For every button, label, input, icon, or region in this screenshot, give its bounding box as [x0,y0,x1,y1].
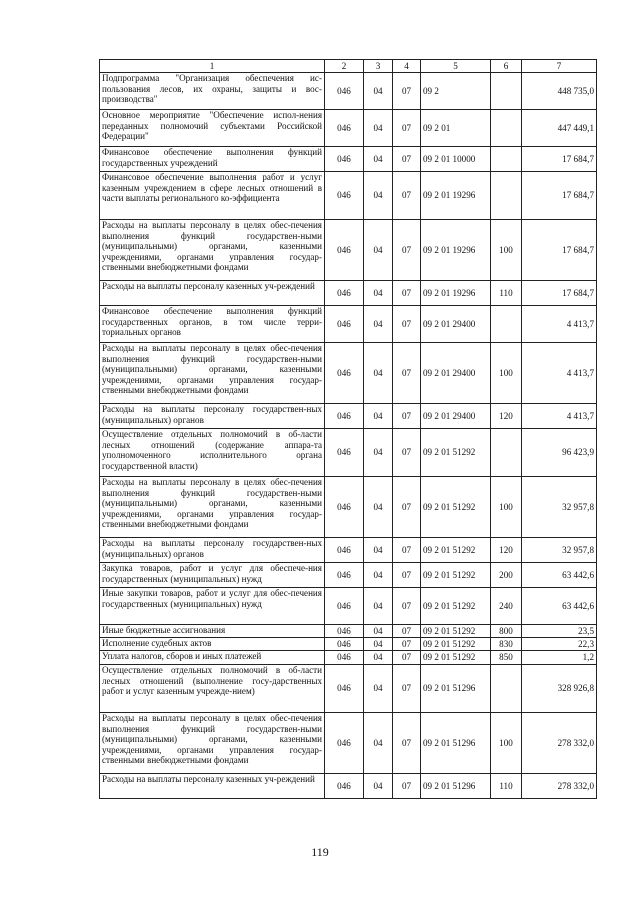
row-description: Уплата налогов, сборов и иных платежей [100,651,325,665]
amount-value: 328 926,8 [522,665,597,713]
row-description: Основное мероприятие "Обеспечение испол-нения переданных полномочий субъектами Российской Федерации" [100,110,325,147]
row-description: Иные бюджетные ассигнования [100,625,325,638]
section-code: 04 [364,538,393,563]
amount-value: 1,2 [522,651,597,665]
table-row [100,477,597,538]
row-description: Расходы на выплаты персоналу в целях обес-печения выполнения функций государствен-ными (муниципальными) органами, казенными учреждениями, органами управления государ-ственными внебюджетными фондами [100,220,325,281]
row-description: Финансовое обеспечение выполнения функций государственных органов, в том числе терри-ториальных органов [100,306,325,343]
subsection-code: 07 [393,172,421,220]
expense-kind-code: 100 [491,220,522,281]
amount-value: 448 735,0 [522,73,597,110]
ministry-code: 046 [325,774,364,799]
subsection-code: 07 [393,404,421,429]
section-code: 04 [364,665,393,713]
row-description: Осуществление отдельных полномочий в об-ласти лесных отношений (содержание аппара-та уполномоченного исполнительного органа государственной власти) [100,429,325,477]
section-code: 04 [364,588,393,625]
subsection-code: 07 [393,281,421,306]
row-description: Расходы на выплаты персоналу казенных уч-реждений [100,281,325,306]
page-number: 119 [311,845,329,859]
amount-value: 96 423,9 [522,429,597,477]
expense-kind-code [491,172,522,220]
subsection-code: 07 [393,774,421,799]
expense-kind-code [491,147,522,172]
expense-kind-code: 120 [491,538,522,563]
table-row [100,713,597,774]
section-code: 04 [364,774,393,799]
target-item-code: 09 2 01 10000 [421,147,491,172]
column-header-4: 4 [393,60,421,73]
table-row [100,563,597,588]
target-item-code: 09 2 01 51292 [421,638,491,651]
expense-kind-code: 120 [491,404,522,429]
target-item-code: 09 2 01 51292 [421,429,491,477]
subsection-code: 07 [393,306,421,343]
ministry-code: 046 [325,429,364,477]
section-code: 04 [364,281,393,306]
table-row [100,429,597,477]
expense-kind-code: 100 [491,713,522,774]
subsection-code: 07 [393,625,421,638]
section-code: 04 [364,404,393,429]
expense-kind-code: 200 [491,563,522,588]
expense-kind-code: 800 [491,625,522,638]
row-description: Расходы на выплаты персоналу государствен-ных (муниципальных) органов [100,538,325,563]
section-code: 04 [364,147,393,172]
table-row [100,306,597,343]
expense-kind-code: 110 [491,281,522,306]
table-row [100,538,597,563]
row-description: Подпрограмма "Организация обеспечения ис-пользования лесов, их охраны, защиты и вос-производства" [100,73,325,110]
row-description: Расходы на выплаты персоналу в целях обес-печения выполнения функций государствен-ными (муниципальными) органами, казенными учреждениями, органами управления государ-ственными внебюджетными фондами [100,713,325,774]
section-code: 04 [364,73,393,110]
subsection-code: 07 [393,665,421,713]
ministry-code: 046 [325,73,364,110]
ministry-code: 046 [325,625,364,638]
ministry-code: 046 [325,713,364,774]
row-description: Финансовое обеспечение выполнения работ и услуг казенным учреждением в сфере лесных отношений в части выплаты регионального ко-эффициента [100,172,325,220]
target-item-code: 09 2 01 29400 [421,404,491,429]
subsection-code: 07 [393,651,421,665]
row-description: Расходы на выплаты персоналу в целях обес-печения выполнения функций государствен-ными (муниципальными) органами, казенными учреждениями, органами управления государ-ственными внебюджетными фондами [100,477,325,538]
amount-value: 22,3 [522,638,597,651]
target-item-code: 09 2 01 [421,110,491,147]
table-row [100,220,597,281]
target-item-code: 09 2 01 51292 [421,477,491,538]
column-header-5: 5 [421,60,491,73]
section-code: 04 [364,220,393,281]
expense-kind-code: 100 [491,477,522,538]
subsection-code: 07 [393,343,421,404]
amount-value: 17 684,7 [522,281,597,306]
section-code: 04 [364,651,393,665]
target-item-code: 09 2 [421,73,491,110]
expense-kind-code [491,665,522,713]
target-item-code: 09 2 01 19296 [421,220,491,281]
target-item-code: 09 2 01 51296 [421,774,491,799]
ministry-code: 046 [325,651,364,665]
subsection-code: 07 [393,713,421,774]
section-code: 04 [364,713,393,774]
ministry-code: 046 [325,147,364,172]
table-row [100,172,597,220]
table-row [100,343,597,404]
table-row [100,651,597,665]
column-header-1: 1 [100,60,325,73]
amount-value: 32 957,8 [522,538,597,563]
section-code: 04 [364,625,393,638]
target-item-code: 09 2 01 29400 [421,343,491,404]
table-row [100,281,597,306]
row-description: Расходы на выплаты персоналу казенных уч-реждений [100,774,325,799]
ministry-code: 046 [325,563,364,588]
amount-value: 278 332,0 [522,774,597,799]
amount-value: 4 413,7 [522,404,597,429]
column-header-6: 6 [491,60,522,73]
column-header-2: 2 [325,60,364,73]
row-description: Осуществление отдельных полномочий в об-ласти лесных отношений (выполнение госу-дарственных работ и услуг казенным учрежде-нием) [100,665,325,713]
amount-value: 17 684,7 [522,220,597,281]
ministry-code: 046 [325,343,364,404]
expense-kind-code: 240 [491,588,522,625]
table-row [100,147,597,172]
subsection-code: 07 [393,110,421,147]
target-item-code: 09 2 01 19296 [421,281,491,306]
table-row [100,665,597,713]
ministry-code: 046 [325,404,364,429]
ministry-code: 046 [325,538,364,563]
table-row [100,73,597,110]
target-item-code: 09 2 01 19296 [421,172,491,220]
expense-kind-code [491,306,522,343]
target-item-code: 09 2 01 51292 [421,563,491,588]
section-code: 04 [364,172,393,220]
row-description: Исполнение судебных актов [100,638,325,651]
table-row [100,110,597,147]
section-code: 04 [364,429,393,477]
ministry-code: 046 [325,220,364,281]
header-row [100,60,597,73]
table-row [100,774,597,799]
row-description: Иные закупки товаров, работ и услуг для обес-печения государственных (муниципальных) нужд [100,588,325,625]
subsection-code: 07 [393,563,421,588]
table-row [100,588,597,625]
expense-kind-code [491,73,522,110]
ministry-code: 046 [325,638,364,651]
subsection-code: 07 [393,220,421,281]
subsection-code: 07 [393,638,421,651]
row-description: Расходы на выплаты персоналу государствен-ных (муниципальных) органов [100,404,325,429]
subsection-code: 07 [393,477,421,538]
ministry-code: 046 [325,477,364,538]
ministry-code: 046 [325,281,364,306]
expense-kind-code [491,110,522,147]
section-code: 04 [364,306,393,343]
section-code: 04 [364,563,393,588]
target-item-code: 09 2 01 51292 [421,588,491,625]
row-description: Закупка товаров, работ и услуг для обеспече-ния государственных (муниципальных) нужд [100,563,325,588]
expense-kind-code: 830 [491,638,522,651]
ministry-code: 046 [325,110,364,147]
table-body [100,73,597,799]
amount-value: 4 413,7 [522,343,597,404]
amount-value: 17 684,7 [522,172,597,220]
section-code: 04 [364,638,393,651]
table-row [100,638,597,651]
target-item-code: 09 2 01 51292 [421,651,491,665]
subsection-code: 07 [393,588,421,625]
budget-table [99,59,597,799]
target-item-code: 09 2 01 51292 [421,625,491,638]
section-code: 04 [364,343,393,404]
amount-value: 278 332,0 [522,713,597,774]
row-description: Финансовое обеспечение выполнения функций государственных учреждений [100,147,325,172]
subsection-code: 07 [393,538,421,563]
subsection-code: 07 [393,429,421,477]
amount-value: 63 442,6 [522,563,597,588]
ministry-code: 046 [325,665,364,713]
column-header-7: 7 [522,60,597,73]
ministry-code: 046 [325,588,364,625]
amount-value: 63 442,6 [522,588,597,625]
ministry-code: 046 [325,172,364,220]
section-code: 04 [364,477,393,538]
target-item-code: 09 2 01 51296 [421,713,491,774]
amount-value: 17 684,7 [522,147,597,172]
table-row [100,625,597,638]
ministry-code: 046 [325,306,364,343]
column-header-3: 3 [364,60,393,73]
amount-value: 23,5 [522,625,597,638]
subsection-code: 07 [393,147,421,172]
section-code: 04 [364,110,393,147]
row-description: Расходы на выплаты персоналу в целях обес-печения выполнения функций государствен-ными (муниципальными) органами, казенными учреждениями, органами управления государ-ственными внебюджетными фондами [100,343,325,404]
table-row [100,404,597,429]
subsection-code: 07 [393,73,421,110]
target-item-code: 09 2 01 51296 [421,665,491,713]
amount-value: 4 413,7 [522,306,597,343]
expense-kind-code: 110 [491,774,522,799]
expense-kind-code [491,429,522,477]
target-item-code: 09 2 01 29400 [421,306,491,343]
expense-kind-code: 850 [491,651,522,665]
amount-value: 32 957,8 [522,477,597,538]
amount-value: 447 449,1 [522,110,597,147]
target-item-code: 09 2 01 51292 [421,538,491,563]
expense-kind-code: 100 [491,343,522,404]
